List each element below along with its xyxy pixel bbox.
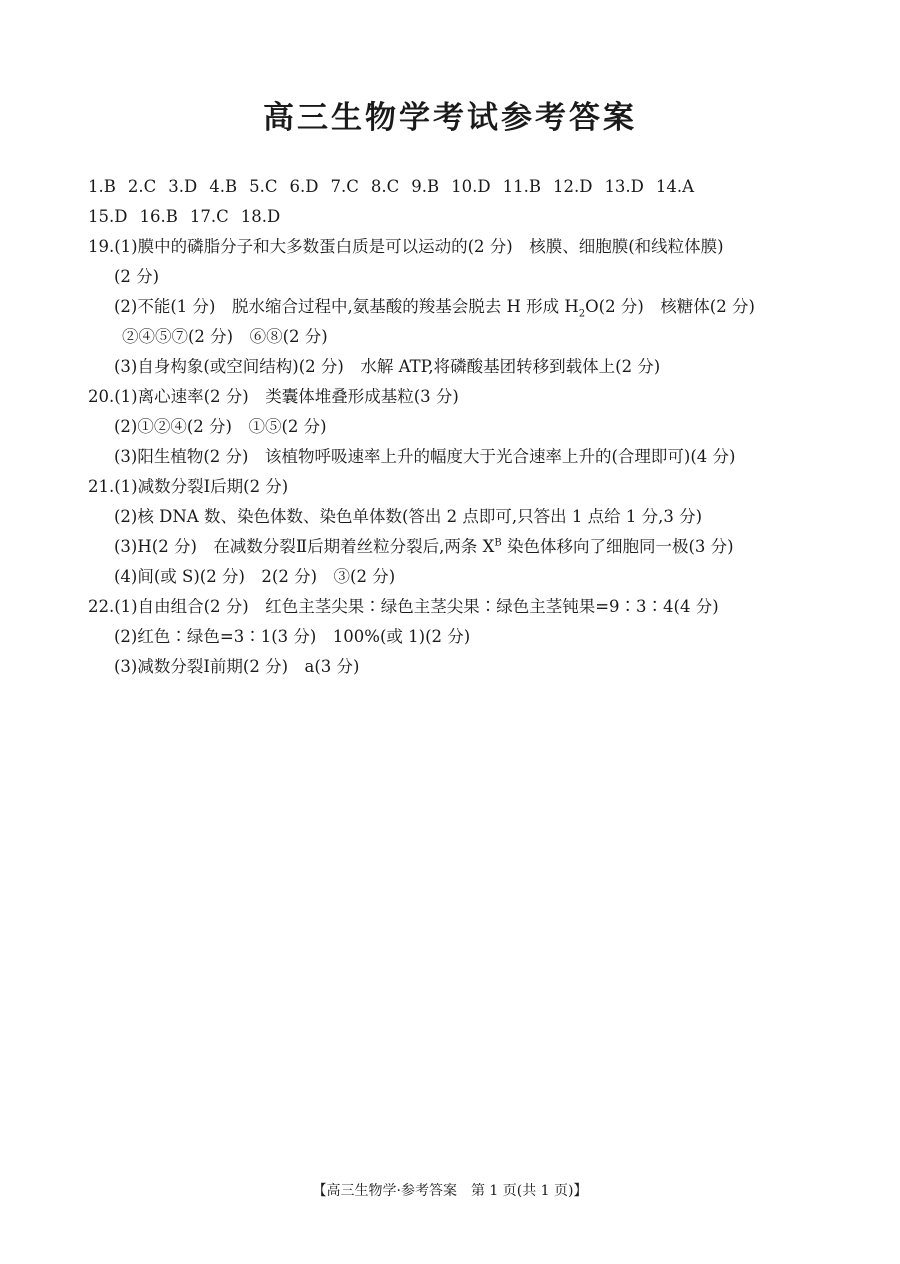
mc-answer: 6.D	[289, 177, 319, 196]
mc-answer: 16.B	[139, 207, 178, 226]
mc-answer: 18.D	[240, 207, 281, 226]
q19-text: (2)不能(1 分) 脱水缩合过程中,氨基酸的羧基会脱去 H 形成 H	[114, 297, 579, 316]
mc-answer: 3.D	[168, 177, 198, 196]
q19-line-2: (2 分)	[114, 267, 160, 286]
q21-line-3	[88, 532, 828, 562]
mc-answer: 17.C	[189, 207, 229, 226]
mc-answer: 11.B	[502, 177, 541, 196]
q20-line-3: (3)阳生植物(2 分) 该植物呼吸速率上升的幅度大于光合速率上升的(合理即可)(4 分)	[114, 447, 736, 466]
q20-line-2: (2)①②④(2 分) ①⑤(2 分)	[114, 417, 327, 436]
mc-answer: 14.A	[655, 177, 695, 196]
subscript: 2	[578, 308, 586, 320]
q19-line-4: ②④⑤⑦(2 分) ⑥⑧(2 分)	[122, 327, 328, 346]
q21-text: (3)H(2 分) 在减数分裂Ⅱ后期着丝粒分裂后,两条 X	[114, 537, 495, 556]
q20-line-1: 20.(1)离心速率(2 分) 类囊体堆叠形成基粒(3 分)	[88, 387, 459, 406]
q19-text: O(2 分) 核糖体(2 分)	[585, 297, 755, 316]
mc-answer: 1.B	[88, 177, 116, 196]
page-footer: 【高三生物学·参考答案 第 1 页(共 1 页)】	[312, 1183, 588, 1199]
q22-line-2: (2)红色∶绿色=3∶1(3 分) 100%(或 1)(2 分)	[114, 627, 471, 646]
answer-content	[88, 172, 828, 682]
superscript: B	[494, 537, 502, 549]
page-title: 高三生物学考试参考答案	[263, 100, 637, 136]
q21-line-2: (2)核 DNA 数、染色体数、染色单体数(答出 2 点即可,只答出 1 点给 1 分,3 分)	[114, 507, 703, 526]
mc-answers-row-1	[88, 172, 828, 202]
q21-line-4: (4)间(或 S)(2 分) 2(2 分) ③(2 分)	[114, 567, 396, 586]
mc-answer: 2.C	[127, 177, 157, 196]
mc-answers-row-2	[88, 202, 828, 232]
q19-line-5: (3)自身构象(或空间结构)(2 分) 水解 ATP,将磷酸基团转移到载体上(2 分)	[114, 357, 661, 376]
q19-line-1: 19.(1)膜中的磷脂分子和大多数蛋白质是可以运动的(2 分) 核膜、细胞膜(和线粒体膜)	[88, 237, 724, 256]
mc-answer: 8.C	[370, 177, 400, 196]
q19-line-3	[88, 292, 828, 322]
mc-answer: 9.B	[411, 177, 440, 196]
mc-answer: 15.D	[88, 207, 128, 226]
q22-line-3: (3)减数分裂Ⅰ前期(2 分) a(3 分)	[114, 657, 360, 676]
mc-answer: 10.D	[451, 177, 491, 196]
q21-text: 染色体移向了细胞同一极(3 分)	[501, 537, 734, 556]
q22-line-1: 22.(1)自由组合(2 分) 红色主茎尖果∶绿色主茎尖果∶绿色主茎钝果=9∶3∶4(4 分)	[88, 597, 719, 616]
mc-answer: 13.D	[604, 177, 644, 196]
mc-answer: 5.C	[249, 177, 278, 196]
q21-line-1: 21.(1)减数分裂Ⅰ后期(2 分)	[88, 477, 289, 496]
mc-answer: 4.B	[209, 177, 238, 196]
mc-answer: 12.D	[552, 177, 593, 196]
mc-answer: 7.C	[330, 177, 359, 196]
